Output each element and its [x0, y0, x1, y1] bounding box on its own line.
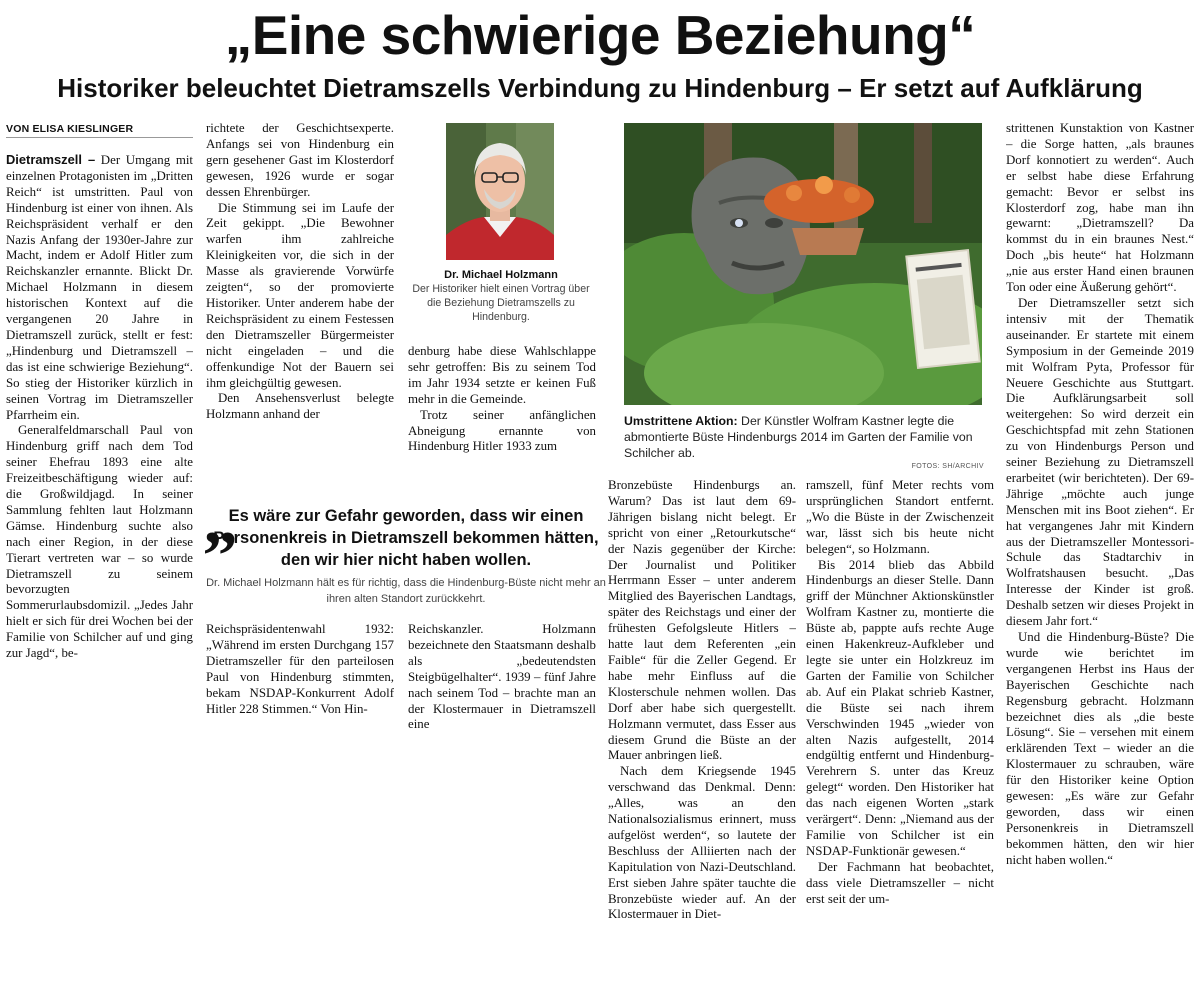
paragraph: Bronzebüste Hindenburgs an. Warum? Das ist laut dem 69-Jährigen bislang nicht belegt. Er spricht von einer „Retourkutsche“ der Nazis gegenüber der Kirche: Der Journalist und Politiker Herrmann Esser – unter anderem Mitglied des Bayerischen Landtags, später des Reichstags und einer der frühesten Gefolgsleute Hitlers – hatte laut dem Referenten „ein Faible“ für die Zeller Gegend. Er habe mehr Einfluss auf die Klosterschule nehmen wollen. Das Dorf aber habe sich quergestellt. Holzmann vermutet, dass Esser aus diesem Grund die Büste an der Mauer anbringen ließ.	[608, 478, 796, 763]
photo-caption: Umstrittene Aktion: Der Künstler Wolfram Kastner legte die abmontierte Büste Hindenburgs 2014 im Garten der Familie von Schilcher ab. FOTOS: SH/ARCHIV	[624, 413, 984, 461]
portrait-caption-text: Der Historiker hielt einen Vortrag über die Beziehung Dietramszells zu Hindenburg.	[412, 283, 590, 323]
paragraph: ramszell, fünf Meter rechts vom ursprünglichen Standort entfernt. „Wo die Büste in der Zwischenzeit war, lässt sich bis heute nicht belegen“, so Holzmann.	[806, 478, 994, 556]
article-column-6	[1006, 121, 1194, 997]
paragraph: Generalfeldmarschall Paul von Hindenburg griff nach dem Tod seiner Ehefrau 1893 eine alte Freizeitbeschäftigung wieder auf: die Großwildjagd. In seiner Sammlung fehlten laut Holzmann Gämse. Hindenburg suchte also nach einer Region, in der diese Tierart vertreten war – so wurde Dietramszell zu seinem bevorzugten Sommerurlaubsdomizil. „Jedes Jahr hielt er sich für drei Wochen bei der Familie von Schilcher auf und ging zur Jagd“, be-	[6, 423, 193, 661]
paragraph: Dietramszell – Der Umgang mit einzelnen Protagonisten im „Dritten Reich“ ist umstritten. Paul von Hindenburg ist einer von ihnen. Als Reichspräsident verhalf er den Nazis Anfang der 1930er-Jahre zur Macht, indem er Adolf Hitler zum Reichskanzler ernannte. Blickt Dr. Michael Holzmann in diesem historischen Kontext auf die vergangenen 20 Jahre in Dietramszell zurück, stellt er fest: „Hindenburg und Dietramszell – das ist eine schwierige Beziehung“. So stieg der Historiker kürzlich in seinen Vortrag im Dietramszeller Pfarrheim ein.	[6, 152, 193, 422]
photo-credit: FOTOS: SH/ARCHIV	[911, 463, 984, 470]
paragraph: Der Fachmann hat beobachtet, dass viele Dietramszeller – nicht erst seit der um-	[806, 859, 994, 906]
paragraph: Trotz seiner anfänglichen Abneigung ernannte von Hindenburg Hitler 1933 zum	[408, 407, 596, 454]
paragraph: Die Stimmung sei im Laufe der Zeit gekippt. „Die Bewohner warfen ihm zahlreiche Kleinigkeiten vor, die sich in der Masse als gravierende Vorwürfe zeigten“, so der promovierte Historiker. Unter anderem habe der Reichspräsident zu einem Festessen den Dietramszeller Bürgermeister nicht eingeladen – und die offenkundige Not der Bauern sei ihm gleichgültig gewesen.	[206, 200, 394, 390]
photo-caption-lead: Umstrittene Aktion:	[624, 414, 738, 428]
article-column-2-bottom	[206, 622, 394, 732]
pull-quote-caption: Dr. Michael Holzmann hält es für richtig, dass die Hindenburg-Büste nicht mehr an ihren alten Standort zurückkehrt.	[206, 577, 606, 605]
article-column-5	[806, 478, 994, 996]
paragraph: Reichskanzler. Holzmann bezeichnete den Staatsmann deshalb als „bedeutendsten Steigbügelhalter“. 1939 – fünf Jahre nach seinem Tod – brachte man an der Klostermauer in Dietramszell eine	[408, 622, 596, 732]
paragraph: Der Dietramszeller setzt sich intensiv mit der Thematik auseinander. Er startete mit einem Symposium in der Gemeinde 2019 mit Wolfram Pyta, Professor für Neuere Geschichte aus Stuttgart. Die Aufklärungsarbeit soll weitergehen: So wird derzeit ein Geschichtspfad mit zehn Stationen zu von Hindenburgs Person und seiner Beziehung zu Dietramszell erarbeitet (wir berichteten). Der 69-Jährige „möchte auch junge Menschen mit ins Boot ziehen“. Er hat vergangenes Jahr mit Kindern aus der Dietramszeller Montessori-Schule das Stadtarchiv in Wolfratshausen besucht. „Das Interesse der Kinder ist groß. Deshalb setzen wir dieses Projekt in diesem Jahr fort.“	[1006, 295, 1194, 629]
portrait-name: Dr. Michael Holzmann	[444, 269, 558, 281]
article-column-1	[6, 152, 193, 742]
article-column-4	[608, 478, 796, 996]
dateline: Dietramszell –	[6, 152, 96, 167]
paragraph: Nach dem Kriegsende 1945 verschwand das Denkmal. Denn: „Alles, was an den Nationalsozialismus erinnert, muss aufgelöst werden“, so lautete der Beschluss der Alliierten nach der Kapitulation von Nazi-Deutschland. Erst sieben Jahre später tauchte die Bronzebüste wieder auf. An der Klostermauer in Diet-	[608, 764, 796, 922]
article-column-3-bottom	[408, 622, 596, 732]
portrait-caption	[404, 268, 598, 324]
paragraph: denburg habe diese Wahlschlappe sehr getroffen: Bis zu seinem Tod im Jahr 1934 setzte er keinen Fuß mehr in die Gemeinde.	[408, 344, 596, 406]
paragraph: strittenen Kunstaktion von Kastner – die Sorge hatten, „als braunes Dorf konnotiert zu werden“. Auch er selbst habe diese Erfahrung gemacht: Bevor er selbst ins Klosterdorf zog, habe man ihn gewarnt: „Dietramszell? Da kommst du in ein braunes Nest.“ Doch „bis heute“ hat Holzmann „nie aus erster Hand einen braunen Ton oder eine Äußerung gehört“.	[1006, 121, 1194, 295]
portrait-photo	[446, 123, 554, 260]
paragraph: Reichspräsidentenwahl 1932: „Während im ersten Durchgang 157 Dietramszeller für den parteilosen Paul von Hindenburg stimmten, bekam NSDAP-Konkurrent Adolf Hitler 228 Stimmen.“ Von Hin-	[206, 622, 394, 716]
article-column-3	[408, 344, 596, 489]
paragraph: Und die Hindenburg-Büste? Die wurde wie berichtet im vergangenen Herbst ins Haus der Bayerischen Geschichte nach Regensburg gebracht. Holzmann bezeichnet dies als „die beste Lösung“. Sie – versehen mit einem erklärenden Text – wieder an die Klostermauer zu schrauben, wäre für den Historiker keine Option gewesen: „Es wäre zur Gefahr geworden, dass wir einen Personenkreis in Dietramszell bekommen hätten, den wir hier nicht haben wollen.“	[1006, 630, 1194, 867]
pull-quote: Es wäre zur Gefahr geworden, dass wir einen Personenkreis in Dietramszell bekommen hätten, den wir hier nicht haben wollen.	[213, 507, 599, 569]
byline: VON ELISA KIESLINGER	[6, 123, 193, 138]
article-column-2	[206, 121, 394, 491]
paragraph: richtete der Geschichtsexperte. Anfangs sei von Hindenburg ein gern gesehener Gast im Klosterdorf gewesen, 1926 wurde er sogar dessen Ehrenbürger.	[206, 121, 394, 199]
headline: „Eine schwierige Beziehung“	[224, 4, 976, 66]
quote-mark: „	[203, 482, 238, 559]
subheadline: Historiker beleuchtet Dietramszells Verbindung zu Hindenburg – Er setzt auf Aufklärung	[57, 73, 1143, 103]
paragraph: Bis 2014 blieb das Abbild Hindenburgs an dieser Stelle. Dann griff der Münchner Aktionskünstler Wolfram Kastner zu, montierte die Büste ab, pappte aufs rechte Auge einen Hakenkreuz-Aufkleber und legte sie unter ein Holzkreuz im Garten der Familie von Schilcher ab. Auf ein Plakat schrieb Kastner, die Büste sei nach ihrem Verschwinden 1945 „wieder von alten Nazis aufgestellt, 2014 endgültig entfernt und Hindenburg-Verehrern S. unter das Kreuz gelegt“ worden. Den Historiker hat das nach eigenen Worten „stark verärgert“. Denn: „Niemand aus der Familie von Schilcher ist ein NSDAP-Funktionär gewesen.“	[806, 557, 994, 858]
paragraph: Den Ansehensverlust belegte Holzmann anhand der	[206, 391, 394, 422]
garden-bust-photo	[624, 123, 982, 405]
